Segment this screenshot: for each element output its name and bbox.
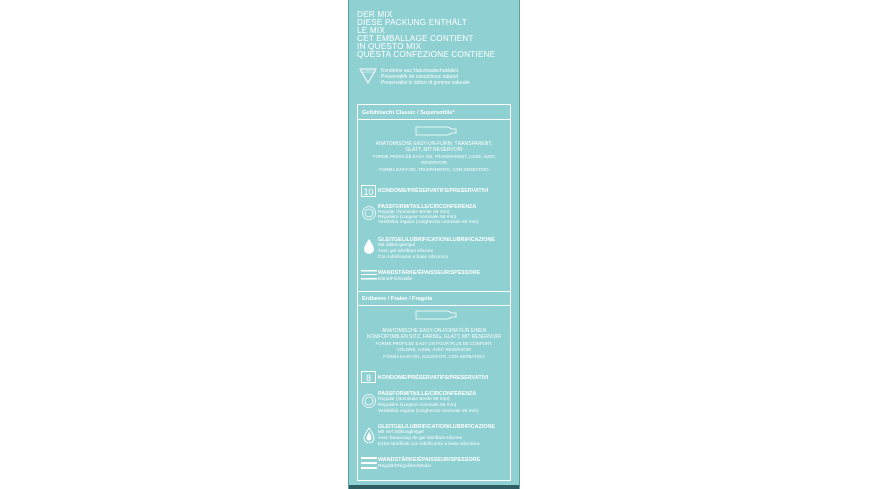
- section-1-size-3: Vestibilità regular (Larghezza nominale 56 mm): [378, 220, 479, 225]
- product-box-side: [348, 0, 520, 489]
- header-line-6: QUESTA CONFEZIONE CONTIENE: [357, 50, 496, 59]
- section-2-lube-3: Extra lubrificati con lubrificante a base siliconica: [378, 442, 480, 447]
- section-1-lube-2: Avec gel lubrifiant silicone: [378, 249, 434, 254]
- section-1-size-2: Régulière (Largeur nominale 56 mm): [378, 215, 457, 220]
- section-1-count: 10: [361, 185, 376, 197]
- box-bottom-edge: [349, 485, 519, 489]
- section-1-lube-1: Mit Silikongleitgel: [378, 243, 416, 248]
- lube-drop-icon: [363, 427, 375, 443]
- section-1-lube-3: Con lubrificante a base siliconica: [378, 255, 448, 260]
- section-1-size-title: PASSFORM/TAILLE/CIRCONFERENZA: [378, 204, 477, 210]
- wall-thickness-icon: [361, 269, 377, 283]
- section-1-desc-1: ANATOMISCHE EASY-ON-FORM, TRANSPARENT,: [375, 141, 493, 147]
- section-2-desc-1: ANATOMISCHE EASY-ON-FORM FÜR EINEN: [381, 328, 487, 334]
- section-2-size-3: Vestibilità regular (Larghezza nominale 56 mm): [378, 409, 479, 414]
- section-1-title: Gefühlsecht Classic / Supersottile*: [362, 110, 455, 116]
- condom-shape-icon: [414, 124, 458, 138]
- content-panel: [357, 104, 511, 481]
- section-2-lube-1: Mit viel Silikongleitgel: [378, 430, 424, 435]
- section-2-desc-5: FORMA EASY-ON, COLORATO, CON SERBATOIO: [383, 354, 485, 359]
- header-line-5: IN QUESTO MIX: [357, 42, 422, 51]
- divider: [358, 291, 510, 292]
- section-2-lube-2: Avec beaucoup de gel lubrifiant silicone: [378, 436, 463, 441]
- header-line-3: LE MIX: [357, 26, 386, 35]
- section-2-size-1: Regulär (Nominale Breite 56 mm): [378, 397, 450, 402]
- section-1-lube-title: GLEITGEL/LUBRIFICATION/LUBRIFICAZIONE: [378, 237, 495, 243]
- divider: [358, 119, 510, 120]
- latex-line-3: Preservativi in lattice di gomma naturale: [381, 80, 470, 86]
- section-2-lube-title: GLEITGEL/LUBRIFICATION/LUBRIFICAZIONE: [378, 424, 495, 430]
- section-2-count-label: KONDOME/PRÉSERVATIFS/PRESERVATIVI: [378, 375, 489, 381]
- section-1-desc-2: GLATT, MIT RESERVOIR: [405, 147, 463, 153]
- header-line-1: DER MIX: [357, 10, 393, 19]
- section-2-title: Erdbeere / Fraise / Fragola: [362, 296, 433, 302]
- latex-badge: LATEX: [362, 70, 374, 74]
- latex-line-1: Kondome aus Naturkautschuklatex: [381, 68, 459, 74]
- header-line-4: CET EMBALLAGE CONTIENT: [357, 34, 474, 43]
- divider: [358, 305, 510, 306]
- latex-line-2: Préservatifs de caoutchouc naturel: [381, 74, 458, 80]
- section-2-size-2: Régulière (Largeur nominale 56 mm): [378, 403, 457, 408]
- section-1-desc-5: FORMA EASY-ON, TRASPARENTE, CON SERBATOIO: [379, 167, 489, 172]
- lube-drop-icon: [363, 238, 375, 254]
- section-1-desc-3: FORME PROFILÉE EASY ON, TRANSPARENT, LISSE, AVEC: [372, 154, 496, 159]
- section-1-desc-4: RÉSERVOIR: [421, 160, 447, 165]
- section-2-desc-4: COLORÉ, LISSE, AVEC RÉSERVOIR: [396, 347, 472, 352]
- section-1-wall-title: WANDSTÄRKE/ÉPAISSEUR/SPESSORE: [378, 270, 481, 276]
- section-2-desc-2: KOMFORTABLEN SITZ, FARBIG, GLATT, MIT RESERVOIR: [366, 334, 502, 340]
- section-1-count-label: KONDOME/PRÉSERVATIFS/PRESERVATIVI: [378, 188, 489, 194]
- section-1-size-1: Regulär (Nominale Breite 56 mm): [378, 210, 450, 215]
- section-2-wall-1: Regulär/Régulière/Medio: [378, 464, 432, 469]
- size-ring-icon: [361, 393, 377, 409]
- section-2-size-title: PASSFORM/TAILLE/CIRCONFERENZA: [378, 391, 477, 397]
- size-ring-icon: [361, 205, 377, 221]
- section-1-wall-1: Dünn/Fin/Sottile: [378, 277, 413, 282]
- section-2-count: 8: [361, 371, 376, 383]
- wall-thickness-icon: [361, 456, 377, 472]
- section-2-desc-3: FORME PROFILÉE EASY ON POUR PLUS DE CONFORT,: [375, 341, 493, 346]
- header-line-2: DIESE PACKUNG ENTHÄLT: [357, 18, 467, 27]
- condom-shape-icon: [414, 308, 458, 322]
- section-2-wall-title: WANDSTÄRKE/ÉPAISSEUR/SPESSORE: [378, 457, 481, 463]
